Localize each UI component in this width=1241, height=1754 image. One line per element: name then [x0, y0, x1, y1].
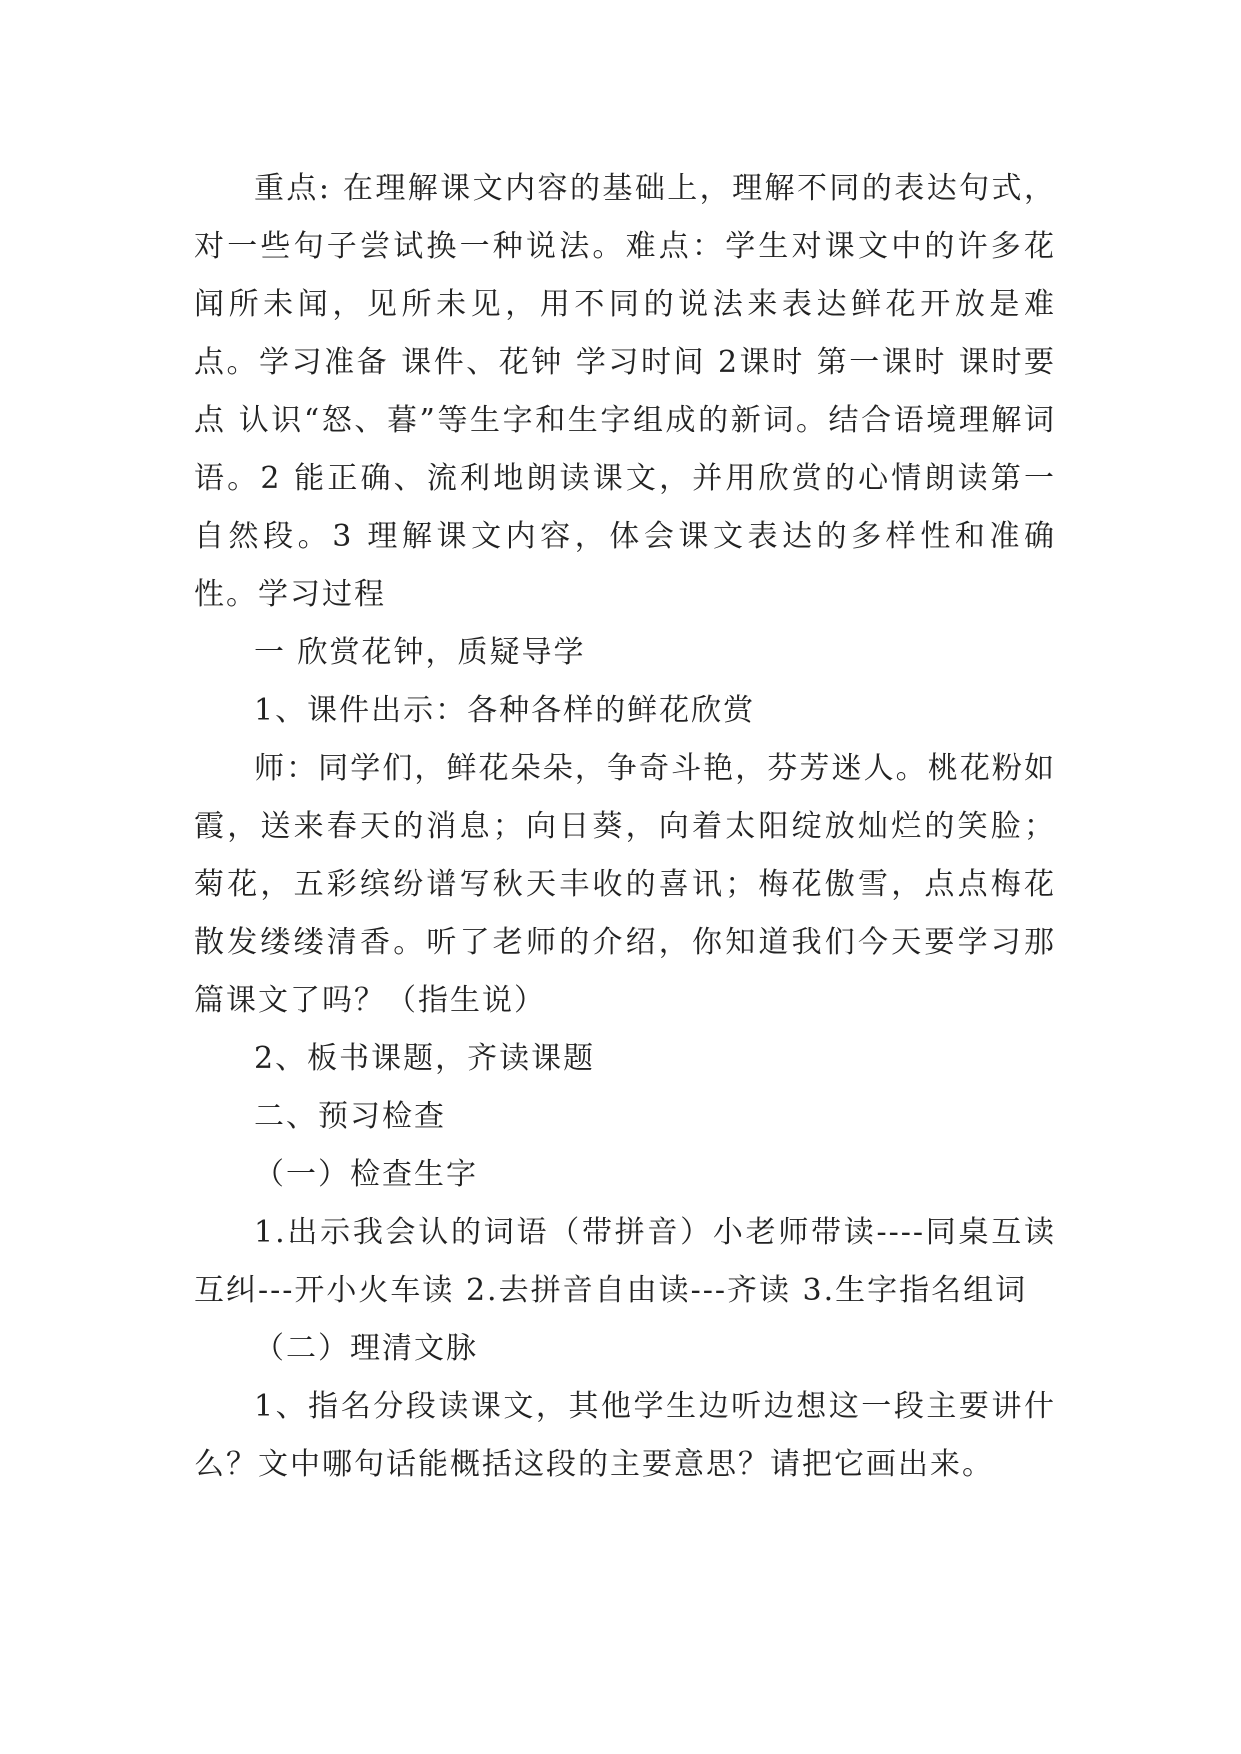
heading-section-two: 二、预习检查: [254, 1099, 446, 1134]
paragraph-teacher-intro: 师：同学们，鲜花朵朵，争奇斗艳，芬芳迷人。桃花粉如霞，送来春天的消息；向日葵，向着太阳绽放灿烂的笑脸；菊花，五彩缤纷谱写秋天丰收的喜讯；梅花傲雪，点点梅花散发缕缕清香。听了老师的介绍，你知道我们今天要学习那篇课文了吗？（指生说）: [194, 751, 1056, 1018]
subheading-text-structure: （二）理清文脉: [254, 1331, 478, 1366]
paragraph-step-1: 1、课件出示：各种各样的鲜花欣赏: [254, 693, 756, 728]
subheading-check-characters: （一）检查生字: [254, 1157, 478, 1192]
paragraph-key-points: 重点: 在理解课文内容的基础上，理解不同的表达句式，对一些句子尝试换一种说法。难点：学生对课文中的许多花闻所未闻，见所未见，用不同的说法来表达鲜花开放是难点。学习准备 课件、花钟 学习时间 2课时 第一课时 课时要点 认识“怒、暮”等生字和生字组成的新词。结合语境理解词语。2 能正确、流利地朗读课文，并用欣赏的心情朗读第一自然段。3 理解课文内容，体会课文表达的多样性和准确性。学习过程: [194, 171, 1056, 612]
paragraph-step-2: 2、板书课题，齐读课题: [254, 1041, 596, 1076]
heading-section-one: 一 欣赏花钟，质疑导学: [254, 635, 586, 670]
paragraph-reading-steps: 1.出示我会认的词语（带拼音）小老师带读----同桌互读互纠---开小火车读 2.去拼音自由读---齐读 3.生字指名组词: [194, 1215, 1056, 1308]
document-page: [194, 160, 1056, 1494]
paragraph-segment-reading: 1、指名分段读课文，其他学生边听边想这一段主要讲什么？文中哪句话能概括这段的主要意思？请把它画出来。: [194, 1389, 1056, 1482]
